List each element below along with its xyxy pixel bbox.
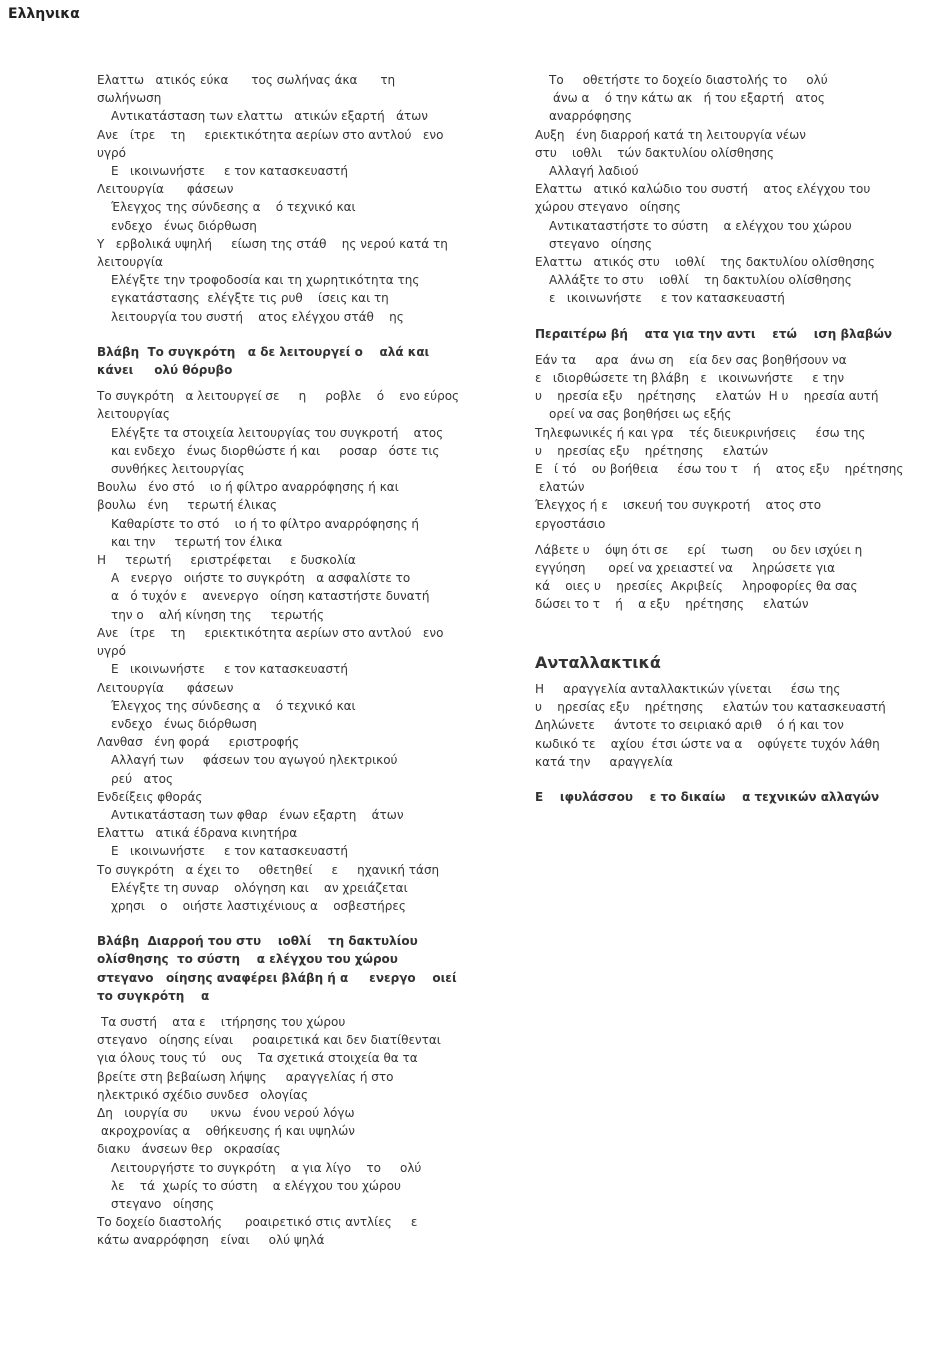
text-line: Ελαττω ατικός εύκα τος σωλήνας άκα τη: [97, 73, 396, 87]
text-line: α ό τυχόν ε ανενεργο οίηση καταστήστε δυνατή: [111, 589, 430, 604]
text-line: χώρου στεγανο οίησης: [535, 200, 681, 215]
heading-line: κάνει ολύ θόρυβο: [97, 363, 233, 378]
text-line: υ ηρεσίας εξυ ηρέτησης ελατών: [535, 443, 769, 458]
heading-line: Βλάβη Διαρροή του στυ ιοθλί τη δακτυλίου: [97, 934, 418, 949]
text-line: Έλεγχος της σύνδεσης α ό τεχνικό και: [111, 200, 356, 215]
text-line: λε τά χωρίς το σύστη α ελέγχου του χώρου: [111, 1178, 401, 1193]
spare-parts-title: Ανταλλακτικά: [535, 652, 661, 672]
text-line: Τηλεφωνικές ή και γρα τές διευκρινήσεις έσω της: [535, 425, 866, 440]
text-line: Ε ί τό ου βοήθεια έσω του τ ή ατος εξυ ηρέτησης: [535, 462, 904, 477]
text-line: Το συγκρότη α έχει το οθετηθεί ε ηχανική τάση: [97, 862, 440, 877]
text-line: διακυ άνσεων θερ οκρασίας: [97, 1142, 281, 1157]
heading-line: Βλάβη Το συγκρότη α δε λειτουργεί ο αλά και: [97, 344, 430, 359]
text-line: Εάν τα αρα άνω ση εία δεν σας βοηθήσουν να: [535, 352, 847, 367]
language-label: Ελληνικα: [8, 6, 80, 22]
text-line: λειτουργία του συστή ατος ελέγχου στάθ ης: [111, 309, 404, 324]
text-line: στεγανο οίησης: [111, 1196, 215, 1211]
text-line: ε ικοινωνήστε ε τον κατασκευαστή: [549, 291, 785, 306]
further-steps-text: [535, 351, 904, 533]
text-line: Τα συστή ατα ε ιτήρησης του χώρου: [101, 1014, 346, 1029]
text-line: χρησι ο οιήστε λαστιχένιους α οσβεστήρες: [111, 898, 406, 913]
text-line: Αυξη ένη διαρροή κατά τη λειτουργία νέων: [535, 127, 806, 142]
text-line: Ενδείξεις φθοράς: [97, 789, 203, 804]
text-line: υγρό: [97, 145, 127, 160]
text-line: στεγανο οίησης είναι ροαιρετικά και δεν διατίθενται: [97, 1033, 441, 1048]
text-line: Η τερωτή εριστρέφεται ε δυσκολία: [97, 553, 356, 568]
text-line: Αντικατάσταση των ελαττω ατικών εξαρτή άτων: [111, 109, 429, 124]
text-line: σωλήνωση: [97, 91, 162, 106]
text-line: Η αραγγελία ανταλλακτικών γίνεται έσω της: [535, 681, 841, 696]
text-line: υγρό: [97, 644, 127, 659]
troubleshooting-block-2: [97, 387, 460, 915]
heading-line: ολίσθησης το σύστη α ελέγχου του χώρου: [97, 952, 398, 967]
warranty-note: [535, 541, 875, 614]
heading-line: Περαιτέρω βή ατα για την αντι ετώ ιση βλαβών: [535, 326, 893, 341]
text-line: Ελαττω ατικός στυ ιοθλί της δακτυλίου ολίσθησης: [535, 255, 875, 270]
text-line: ακροχρονίας α οθήκευσης ή και υψηλών: [101, 1124, 355, 1139]
troubleshooting-block-1: [97, 71, 448, 326]
troubleshooting-block-3: [97, 1013, 441, 1250]
text-line: Υ ερβολικά υψηλή είωση της στάθ ης νερού κατά τη: [97, 236, 448, 251]
text-line: κάτω αναρρόφηση είναι ολύ ψηλά: [97, 1233, 325, 1248]
text-line: και την τερωτή τον έλικα: [111, 534, 283, 549]
text-line: Αλλαγή λαδιού: [549, 164, 639, 179]
text-line: αναρρόφησης: [549, 109, 632, 124]
text-line: ε ιδιορθώσετε τη βλάβη ε ικοινωνήστε ε την: [535, 371, 845, 386]
text-line: υ ηρεσίας εξυ ηρέτησης ελατών του κατασκευαστή: [535, 700, 886, 715]
heading-line: στεγανο οίησης αναφέρει βλάβη ή α ενεργο οιεί: [97, 970, 457, 985]
text-line: Καθαρίστε το στό ιο ή το φίλτρο αναρρόφησης ή: [111, 516, 420, 531]
heading-line: το συγκρότη α: [97, 988, 210, 1003]
text-line: Ελαττω ατικό καλώδιο του συστή ατος ελέγχου του: [535, 182, 871, 197]
text-line: Ελαττω ατικά έδρανα κινητήρα: [97, 826, 298, 841]
text-line: ελατών: [539, 480, 585, 495]
text-line: εργοστάσιο: [535, 516, 606, 531]
text-line: Ε ικοινωνήστε ε τον κατασκευαστή: [111, 164, 348, 179]
fault-heading-seal-leak: [97, 932, 457, 1005]
text-line: Ε ικοινωνήστε ε τον κατασκευαστή: [111, 662, 348, 677]
text-line: Βουλω ένο στό ιο ή φίλτρο αναρρόφησης ή και: [97, 480, 399, 495]
text-line: Έλεγχος της σύνδεσης α ό τεχνικό και: [111, 698, 356, 713]
text-line: Ανε ίτρε τη εριεκτικότητα αερίων στο αντλού ενο: [97, 127, 444, 142]
text-line: υ ηρεσία εξυ ηρέτησης ελατών Η υ ηρεσία αυτή: [535, 389, 879, 404]
text-line: κατά την αραγγελία: [535, 754, 673, 769]
text-line: ηλεκτρικό σχέδιο συνδεσ ολογίας: [97, 1087, 309, 1102]
spare-parts-text: [535, 680, 886, 771]
text-line: στεγανο οίησης: [549, 236, 653, 251]
text-line: λειτουργίας: [97, 407, 170, 422]
text-line: Αλλαγή των φάσεων του αγωγού ηλεκτρικού: [111, 753, 398, 768]
text-line: ενδεχο ένως διόρθωση: [111, 218, 257, 233]
text-line: Ελέγξτε τη συναρ ολόγηση και αν χρειάζεται: [111, 880, 408, 895]
text-line: Το οθετήστε το δοχείο διαστολής το ολύ: [549, 73, 828, 87]
text-line: κά οιες υ ηρεσίες Ακριβείς ληροφορίες θα σας: [535, 579, 858, 594]
text-line: Ανε ίτρε τη εριεκτικότητα αερίων στο αντλού ενο: [97, 625, 444, 640]
text-line: εγκατάστασης ελέγξτε τις ρυθ ίσεις και τη: [111, 291, 389, 306]
text-line: Αντικατάσταση των φθαρ ένων εξαρτη άτων: [111, 807, 404, 822]
text-line: άνω α ό την κάτω ακ ή του εξαρτή ατος: [553, 91, 825, 106]
text-line: Το συγκρότη α λειτουργεί σε η ροβλε ό ενο εύρος: [97, 389, 460, 404]
text-line: Δηλώνετε άντοτε το σειριακό αριθ ό ή και τον: [535, 718, 844, 733]
text-line: Λειτουργία φάσεων: [97, 680, 234, 695]
text-line: ενδεχο ένως διόρθωση: [111, 716, 257, 731]
text-line: Έλεγχος ή ε ισκευή του συγκροτή ατος στο: [535, 498, 822, 513]
text-line: Αλλάξτε το στυ ιοθλί τη δακτυλίου ολίσθησης: [549, 273, 852, 288]
text-line: Ελέγξτε τα στοιχεία λειτουργίας του συγκροτή ατος: [111, 425, 444, 440]
text-line: εγγύηση ορεί να χρειαστεί να ληρώσετε για: [535, 561, 836, 576]
text-line: Λειτουργία φάσεων: [97, 182, 234, 197]
further-steps-heading: [535, 325, 893, 343]
text-line: Λειτουργήστε το συγκρότη α για λίγο το ολύ: [111, 1160, 422, 1175]
text-line: την ο αλή κίνηση της τερωτής: [111, 607, 325, 622]
text-line: Λάβετε υ όψη ότι σε ερί τωση ου δεν ισχύει η: [535, 542, 863, 557]
text-line: Λανθασ ένη φορά εριστροφής: [97, 735, 300, 750]
text-line: Α ενεργο οιήστε το συγκρότη α ασφαλίστε το: [111, 571, 411, 586]
technical-changes-note: [535, 788, 880, 806]
left-column: [97, 71, 460, 1250]
troubleshooting-block-4: [535, 71, 875, 308]
text-line: για όλους τους τύ ους Τα σχετικά στοιχεία θα τα: [97, 1051, 418, 1066]
text-line: δώσει το τ ή α εξυ ηρέτησης ελατών: [535, 597, 809, 612]
text-line: κωδικό τε αχίου έτσι ώστε να α οφύγετε τυχόν λάθη: [535, 736, 880, 751]
text-line: ρεύ ατος: [111, 771, 174, 786]
text-line: Ελέγξτε την τροφοδοσία και τη χωρητικότητα της: [111, 273, 420, 288]
text-line: συνθήκες λειτουργίας: [111, 462, 245, 477]
text-line: Ε ικοινωνήστε ε τον κατασκευαστή: [111, 844, 348, 859]
right-column: [535, 71, 904, 806]
text-line: στυ ιοθλι τών δακτυλίου ολίσθησης: [535, 145, 775, 160]
text-line: βουλω ένη τερωτή έλικας: [97, 498, 278, 513]
text-line: βρείτε στη βεβαίωση λήψης αραγγελίας ή στο: [97, 1069, 394, 1084]
text-line: Το δοχείο διαστολής ροαιρετικό στις αντλίες ε: [97, 1215, 418, 1230]
text-line: λειτουργία: [97, 255, 163, 270]
fault-heading-noise: [97, 343, 437, 379]
text-line: και ενδεχο ένως διορθώστε ή και ροσαρ όστε τις: [111, 443, 440, 458]
text-line: Αντικαταστήστε το σύστη α ελέγχου του χώρου: [549, 218, 852, 233]
text-line: Δη ιουργία συ υκνω ένου νερού λόγω: [97, 1105, 355, 1120]
text-line: ορεί να σας βοηθήσει ως εξής: [549, 407, 732, 422]
heading-line: Ε ιφυλάσσου ε το δικαίω α τεχνικών αλλαγών: [535, 789, 880, 804]
